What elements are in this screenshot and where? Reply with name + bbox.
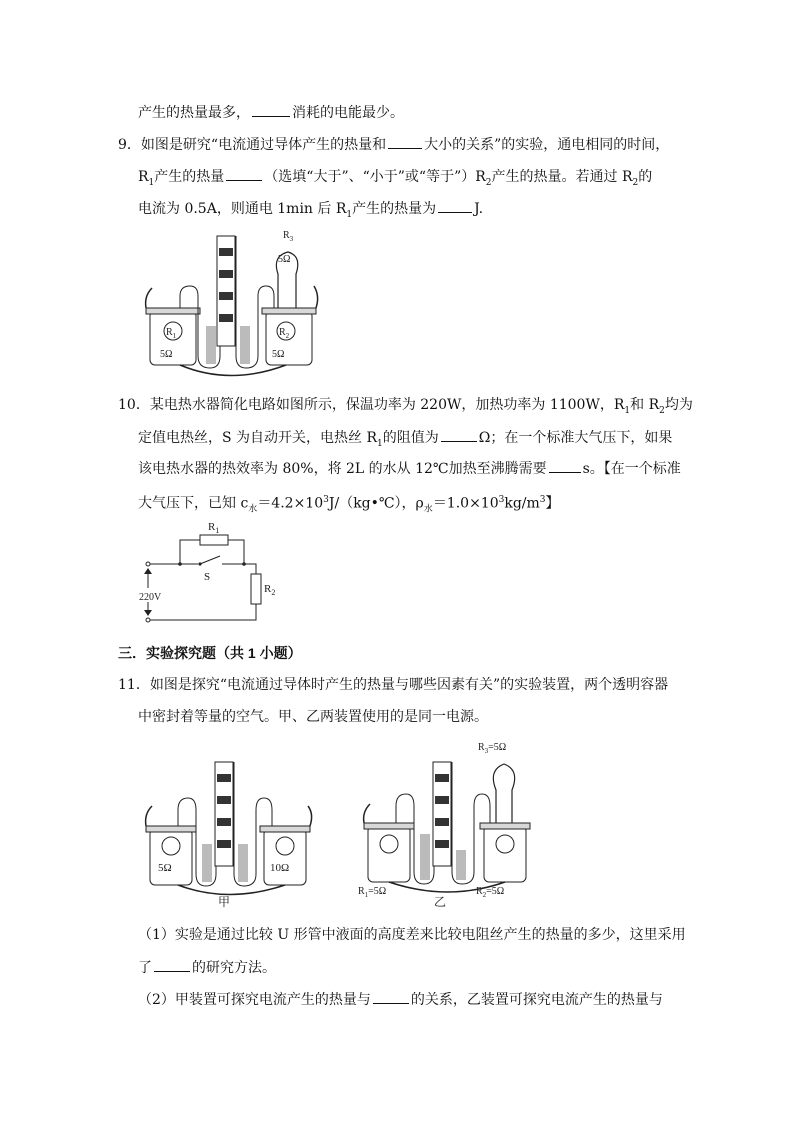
q9-line-3: 电流为 0.5A，则通电 1min 后 $R_1$产生的热量为 J. (138, 198, 483, 225)
jia-right-resistor-value: 10Ω (270, 862, 290, 874)
q11-line-2: 中密封着等量的空气。甲、乙两装置使用的是同一电源。 (138, 709, 488, 725)
q11-part1-line-2: 了 的研究方法。 (138, 957, 276, 978)
r1-label: $R_1$ (166, 327, 177, 340)
q11-figure (138, 734, 538, 910)
answer-blank[interactable] (388, 134, 422, 149)
r1-label: $R_1$ (208, 521, 220, 535)
r3-value: 5Ω (278, 254, 291, 265)
q8-tail: 产生的热量最多， 消耗的电能最少。 (138, 102, 404, 123)
jia-label: 甲 (218, 895, 231, 909)
switch-label: S (204, 571, 211, 583)
q9-line-2: $R_1$产生的热量 （选填“大于”、“小于”或“等于$”)R_2$产生的热量。若通过 $R_2$的 (138, 166, 652, 193)
yi-label: 乙 (434, 895, 447, 909)
answer-blank[interactable] (441, 427, 477, 442)
r3-label: $R_3$ (283, 230, 294, 243)
q10-circuit-figure (138, 516, 288, 636)
heater-circuit-diagram (138, 516, 288, 636)
yi-r1-label: $R_1=5\Omega$ (358, 886, 387, 899)
q11-part1-line-1: （1）实验是通过比较 U 形管中液面的高度差来比较电阻丝产生的热量的多少，这里采用 (138, 927, 686, 943)
q9-figure (140, 226, 340, 386)
answer-blank[interactable] (549, 458, 581, 473)
yi-r3-label: $R_3=5\Omega$ (478, 742, 507, 755)
answer-blank[interactable] (252, 102, 290, 117)
jia-left-resistor-value: 5Ω (158, 862, 172, 874)
answer-blank[interactable] (438, 198, 472, 213)
yi-apparatus (358, 742, 530, 909)
r2-value: 5Ω (272, 349, 285, 360)
voltage-label: 220V (139, 592, 162, 603)
joule-heat-apparatus-figure (140, 226, 340, 386)
two-apparatus-figure (138, 734, 538, 910)
r2-label: $R_2$ (264, 583, 276, 597)
q11-part2-line: （2）甲装置可探究电流产生的热量与 的关系，乙装置可探究电流产生的热量与 (138, 989, 663, 1010)
q9-line-1: 9．如图是研究“电流通过导体产生的热量和 大小的关系”的实验，通电相同的时间， (118, 134, 669, 155)
q10-line-2: 定值电热丝，S 为自动开关，电热丝 $R_1$的阻值为 Ω；在一个标准大气压下，如果 (138, 427, 672, 454)
section-heading: 三．实验探究题（共 1 小题） (118, 645, 302, 661)
answer-blank[interactable] (226, 166, 262, 181)
r1-value: 5Ω (160, 349, 173, 360)
jia-apparatus (146, 762, 312, 909)
q10-line-3: 该电热水器的热效率为 80%，将 2L 的水从 12℃加热至沸腾需要 s。【在一个标准 (138, 458, 681, 479)
r2-label: $R_2$ (279, 327, 290, 340)
q10-line-4: 大气压下，已知 $c_水=4.2\times 10^3J/(kg•℃)$，$\rho_水=1.0\times 10^3kg/m^3$】 (138, 495, 560, 515)
answer-blank[interactable] (154, 957, 190, 972)
q11-line-1: 11．如图是探究“电流通过导体时产生的热量与哪些因素有关”的实验装置，两个透明容器 (118, 677, 669, 693)
q10-line-1: 10．某电热水器简化电路如图所示，保温功率为 220W，加热功率为 1100W，$R_1$和 $R_2$均为 (118, 397, 693, 416)
yi-r2-label: $R_2=5\Omega$ (476, 886, 505, 899)
answer-blank[interactable] (373, 989, 409, 1004)
